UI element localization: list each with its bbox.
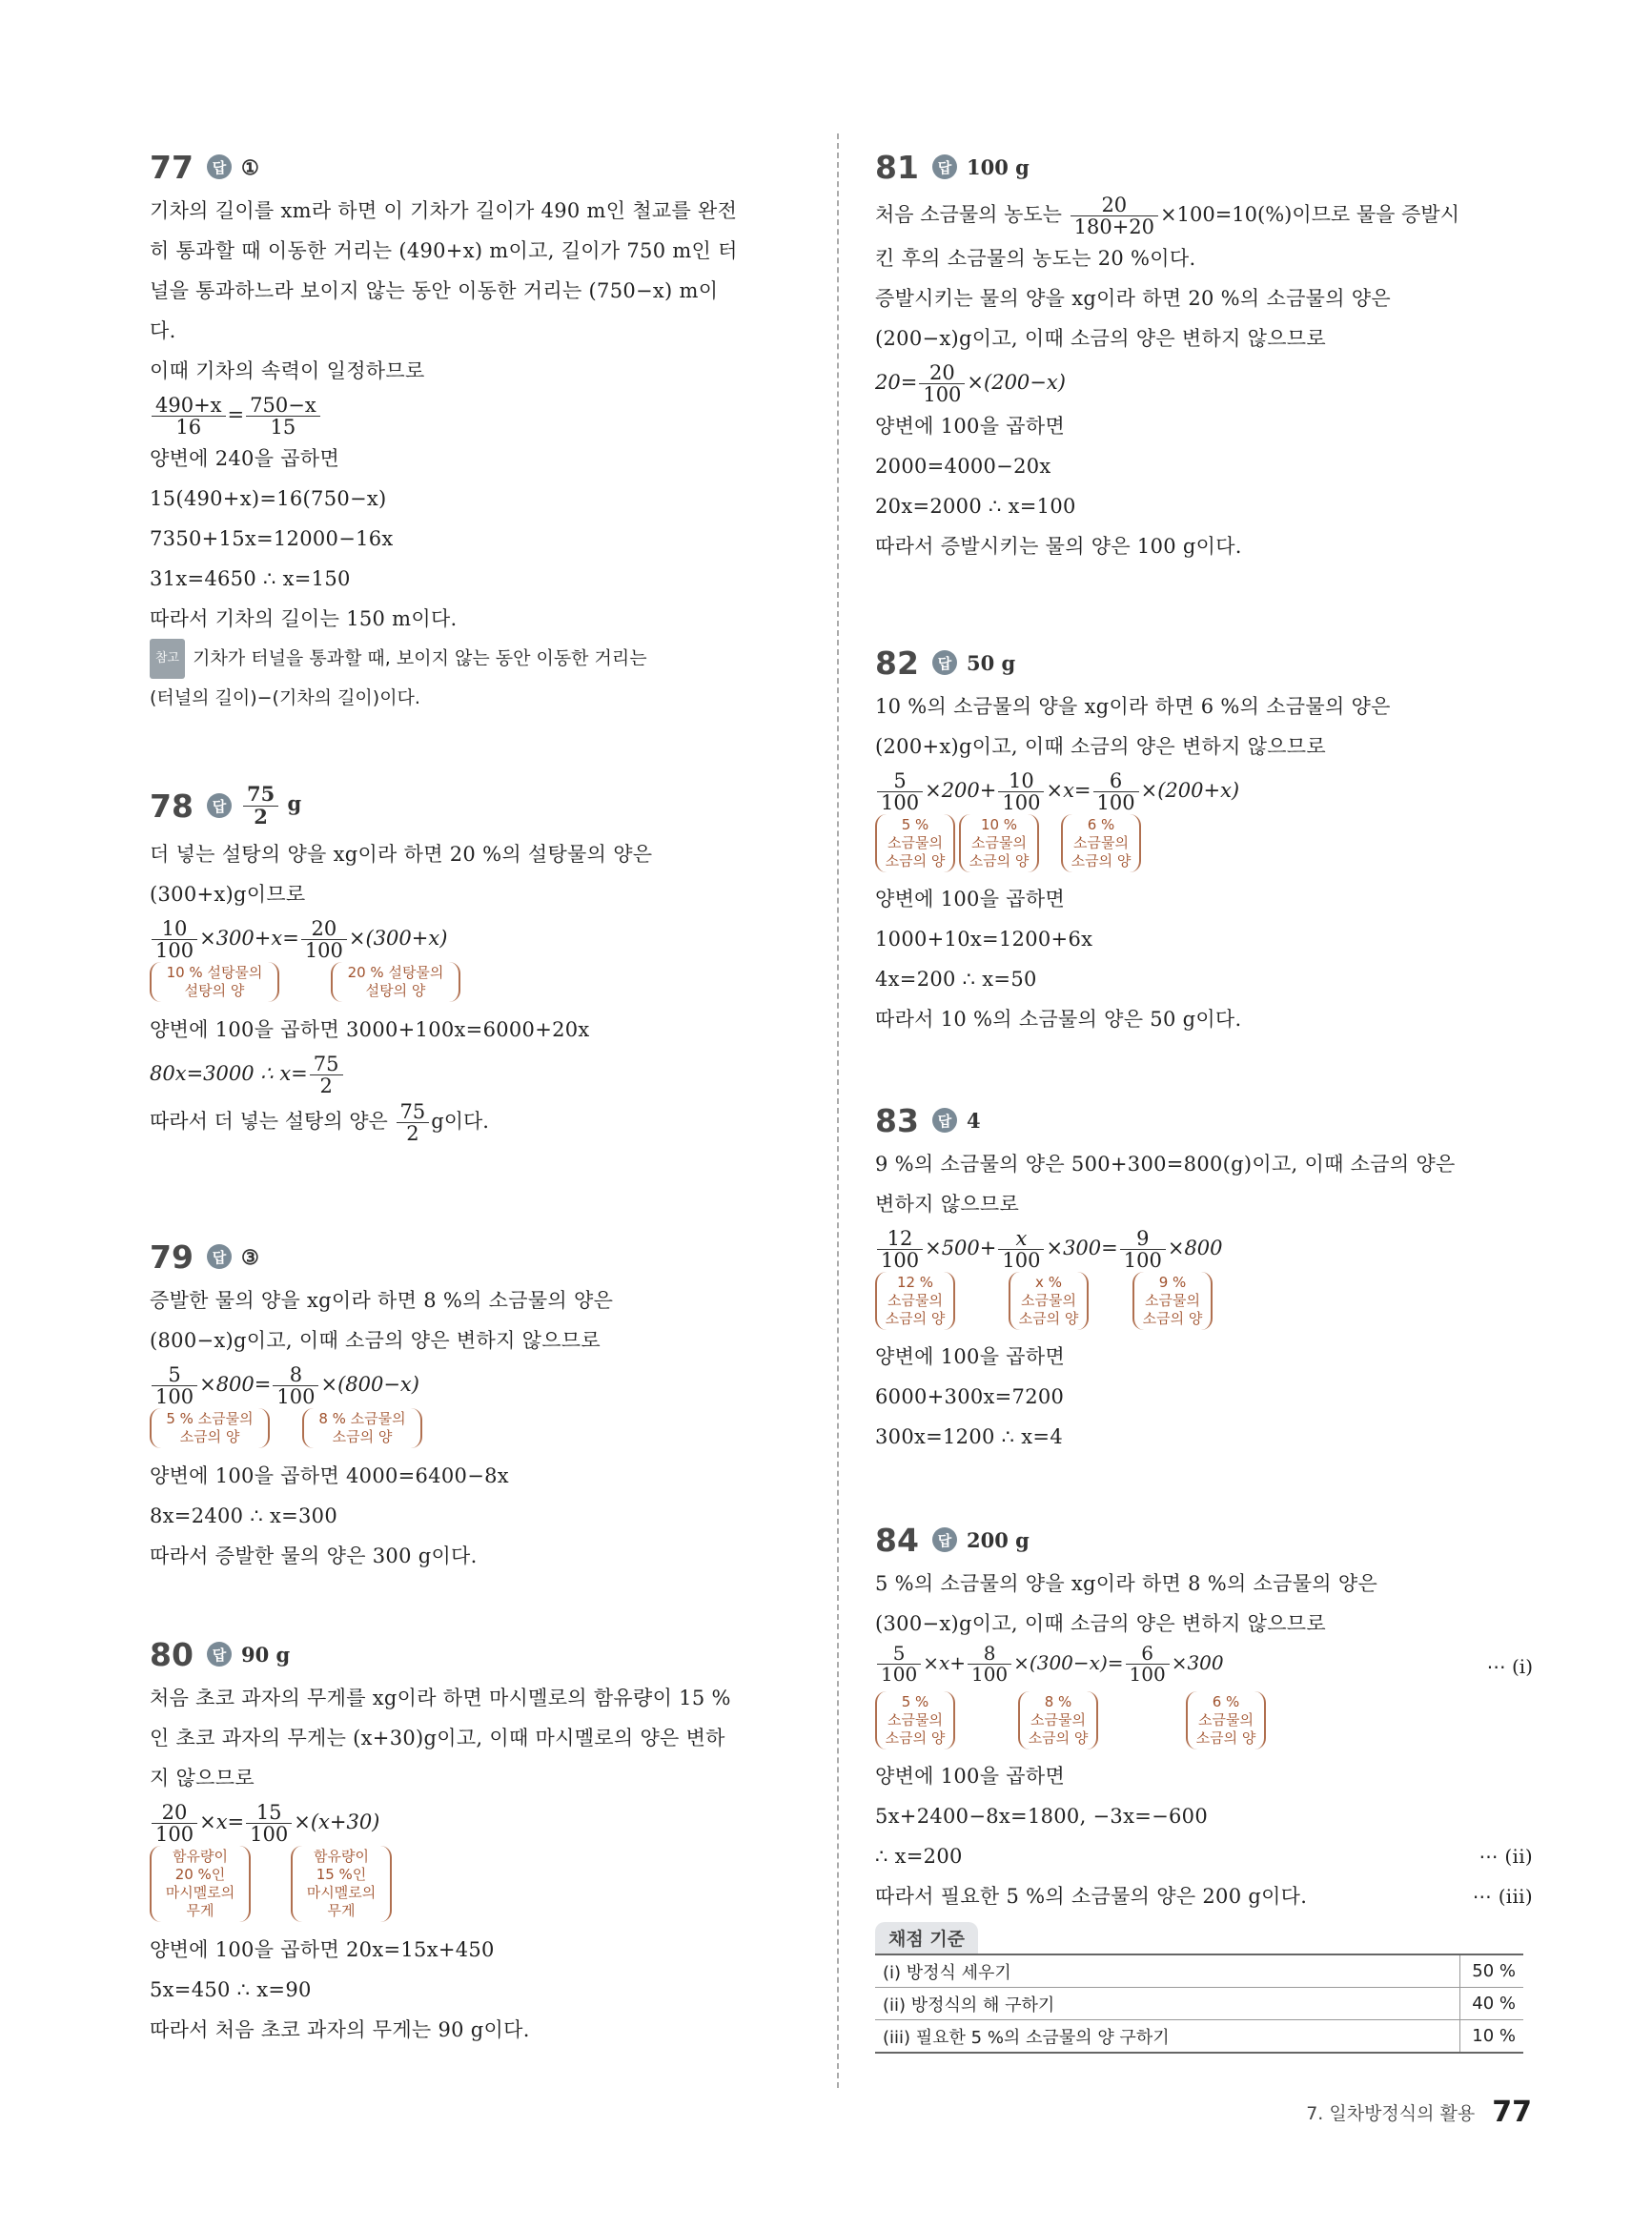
text-line: 킨 후의 소금물의 농도는 20 %이다.: [875, 247, 1196, 270]
step-tag: ⋯ (i): [1486, 1655, 1533, 1678]
equation: $\frac{12}{100}$ ×500+ $\frac{x}{100}$ ×300= $\frac{9}{100}$ ×800: [875, 1224, 1533, 1272]
problem-number: 84: [875, 1521, 919, 1559]
problem-84: [875, 1516, 1533, 2054]
equation: 20= $\frac{20}{100}$ ×(200−x): [875, 360, 1066, 406]
annotation: 12 % 소금물의 소금의 양: [875, 1272, 955, 1330]
rubric-pct: 50 %: [1460, 1954, 1524, 1988]
equation: $\frac{490+x}{16}$ = $\frac{750-x}{15}$: [150, 391, 807, 439]
text-line: 증발한 물의 양을 xg이라 하면 8 %의 소금물의 양은: [150, 1289, 614, 1312]
fraction: $\frac{490+x}{16}$: [152, 395, 226, 438]
table-row: [875, 1954, 1523, 1988]
annotations: [150, 1846, 807, 1930]
rubric: [875, 1922, 1533, 2054]
annotation: 9 % 소금물의 소금의 양: [1132, 1272, 1213, 1330]
text-line: 변하지 않으므로: [875, 1193, 1020, 1216]
text-line: 따라서 필요한 5 %의 소금물의 양은 200 g이다. ⋯ (iii): [875, 1876, 1533, 1916]
annotation: 8 % 소금물의 소금의 양: [1018, 1691, 1098, 1749]
answer-badge: 답: [207, 793, 232, 818]
problem-number: 80: [150, 1635, 194, 1673]
problem-number: 78: [150, 787, 194, 825]
note: 참고 기차가 터널을 통과할 때, 보이지 않는 동안 이동한 거리는: [150, 639, 807, 679]
text-line: 널을 통과하느라 보이지 않는 동안 이동한 거리는 (750−x) m이: [150, 279, 719, 302]
problem-78: [150, 777, 807, 1145]
answer-badge: 답: [932, 1527, 957, 1552]
rubric-item: (iii) 필요한 5 %의 소금물의 양 구하기: [875, 2020, 1460, 2054]
text-line: 15(490+x)=16(750−x): [150, 487, 387, 510]
text-line: 양변에 100을 곱하면: [875, 415, 1066, 438]
equation: $\frac{5}{100}$ ×x+ $\frac{8}{100}$ ×(300−x)= $\frac{6}{100}$ ×300 ⋯ (i): [875, 1644, 1533, 1691]
problem-number: 83: [875, 1101, 919, 1139]
fraction: $\frac{750-x}{15}$: [246, 395, 320, 438]
text-line: (300+x)g이므로: [150, 883, 306, 906]
rubric-table: [875, 1954, 1523, 2054]
problem-83: [875, 1096, 1533, 1457]
answer-badge: 답: [932, 1108, 957, 1133]
text-line: 다.: [150, 319, 176, 342]
table-row: [875, 1988, 1523, 2020]
problem-79: [150, 1233, 807, 1576]
page-footer: [1306, 2096, 1532, 2129]
annotations: [150, 962, 807, 1010]
text-line: 양변에 100을 곱하면: [875, 1765, 1066, 1788]
text-line: ∴ x=200 ⋯ (ii): [875, 1836, 1533, 1876]
rubric-pct: 40 %: [1460, 1988, 1524, 2020]
text-line: 따라서 10 %의 소금물의 양은 50 g이다.: [875, 1008, 1242, 1031]
text-line: 히 통과할 때 이동한 거리는 (490+x) m이고, 길이가 750 m인 터: [150, 239, 738, 262]
equation: $\frac{5}{100}$ ×800= $\frac{8}{100}$ ×(800−x): [150, 1361, 807, 1408]
chapter-title: 7. 일차방정식의 활용: [1306, 2103, 1476, 2124]
problem-80: [150, 1630, 807, 2050]
column-divider: [837, 133, 839, 2088]
step-tag: ⋯ (ii): [1479, 1845, 1533, 1868]
note-badge: 참고: [150, 639, 185, 679]
answer: 50 g: [967, 650, 1016, 675]
answer: ①: [241, 154, 259, 179]
text-line: (300−x)g이고, 이때 소금의 양은 변하지 않으므로: [875, 1612, 1326, 1635]
annotation: 함유량이 15 %인 마시멜로의 무게: [291, 1846, 392, 1922]
text-line: 양변에 240을 곱하면: [150, 447, 340, 470]
text-line: 8x=2400 ∴ x=300: [150, 1504, 337, 1527]
table-row: [875, 2020, 1523, 2054]
text-line: (800−x)g이고, 이때 소금의 양은 변하지 않으므로: [150, 1329, 601, 1352]
equation-line: 80x=3000 ∴ x= $\frac{75}{2}$: [150, 1050, 807, 1097]
annotation: 6 % 소금물의 소금의 양: [1061, 814, 1141, 872]
text-line: 2000=4000−20x: [875, 455, 1051, 478]
answer: ③: [241, 1244, 259, 1269]
page-number: 77: [1492, 2096, 1532, 2129]
text-line: 따라서 처음 초코 과자의 무게는 90 g이다.: [150, 2018, 530, 2041]
annotation: 20 % 설탕물의 설탕의 양: [331, 962, 460, 1002]
rubric-title: 채점 기준: [875, 1922, 978, 1954]
annotation: 10 % 설탕물의 설탕의 양: [150, 962, 279, 1002]
answer: 100 g: [967, 154, 1030, 179]
equation: $\frac{20}{100}$ ×x= $\frac{15}{100}$ ×(x+30): [150, 1798, 807, 1846]
annotation: x % 소금물의 소금의 양: [1009, 1272, 1089, 1330]
text-line: 양변에 100을 곱하면 4000=6400−8x: [150, 1464, 509, 1487]
text-line: (200+x)g이고, 이때 소금의 양은 변하지 않으므로: [875, 735, 1326, 758]
text-line: 이때 기차의 속력이 일정하므로: [150, 359, 425, 382]
text-line: 따라서 증발한 물의 양은 300 g이다.: [150, 1545, 478, 1567]
answer-badge: 답: [932, 154, 957, 179]
answer: 200 g: [967, 1527, 1030, 1552]
answer-badge: 답: [207, 1244, 232, 1269]
text-line: 20x=2000 ∴ x=100: [875, 495, 1076, 518]
text-line: 10 %의 소금물의 양을 xg이라 하면 6 %의 소금물의 양은: [875, 695, 1391, 718]
conclusion: 따라서 더 넣는 설탕의 양은 $\frac{75}{2}$ g이다.: [150, 1099, 489, 1145]
text-line: 양변에 100을 곱하면 20x=15x+450: [150, 1938, 495, 1961]
equation: $\frac{5}{100}$ ×200+ $\frac{10}{100}$ ×x= $\frac{6}{100}$ ×(200+x): [875, 767, 1533, 814]
step-tag: ⋯ (iii): [1472, 1885, 1533, 1908]
note-cont: (터널의 길이)−(기차의 길이)이다.: [150, 687, 420, 708]
problem-81: [875, 143, 1533, 566]
text-line: 5 %의 소금물의 양을 xg이라 하면 8 %의 소금물의 양은: [875, 1572, 1378, 1595]
rubric-pct: 10 %: [1460, 2020, 1524, 2054]
annotations: [150, 1408, 807, 1456]
answer: $\frac{75}{2}$ g: [241, 784, 301, 827]
annotations: [875, 1691, 1533, 1756]
annotations: [875, 814, 1533, 879]
problem-82: [875, 639, 1533, 1039]
problem-number: 79: [150, 1238, 194, 1276]
annotation: 10 % 소금물의 소금의 양: [959, 814, 1039, 872]
text-line: 따라서 기차의 길이는 150 m이다.: [150, 607, 458, 630]
text-line: 처음 소금물의 농도는 $\frac{20}{180+20}$ ×100=10(%)이므로 물을 증발시: [875, 193, 1459, 238]
annotation: 8 % 소금물의 소금의 양: [302, 1408, 422, 1448]
text-line: 5x+2400−8x=1800, −3x=−600: [875, 1805, 1209, 1828]
text-line: (200−x)g이고, 이때 소금의 양은 변하지 않으므로: [875, 327, 1326, 350]
problem-77: [150, 143, 807, 717]
text-line: 양변에 100을 곱하면: [875, 1345, 1066, 1368]
text-line: 4x=200 ∴ x=50: [875, 968, 1037, 991]
text-line: 더 넣는 설탕의 양을 xg이라 하면 20 %의 설탕물의 양은: [150, 843, 653, 866]
text-line: 증발시키는 물의 양을 xg이라 하면 20 %의 소금물의 양은: [875, 287, 1391, 310]
problem-number: 77: [150, 148, 194, 186]
text-line: 6000+300x=7200: [875, 1385, 1065, 1408]
text-line: 기차의 길이를 xm라 하면 이 기차가 길이가 490 m인 철교를 완전: [150, 199, 738, 222]
text-line: 31x=4650 ∴ x=150: [150, 567, 351, 590]
text-line: 따라서 증발시키는 물의 양은 100 g이다.: [875, 535, 1242, 558]
answer-badge: 답: [207, 1642, 232, 1667]
text-line: 300x=1200 ∴ x=4: [875, 1425, 1063, 1448]
equation: $\frac{10}{100}$ ×300+x= $\frac{20}{100}$ ×(300+x): [150, 914, 807, 962]
annotations: [875, 1272, 1533, 1337]
text-line: 양변에 100을 곱하면 3000+100x=6000+20x: [150, 1018, 590, 1041]
annotation: 5 % 소금물의 소금의 양: [875, 1691, 955, 1749]
text-line: 1000+10x=1200+6x: [875, 928, 1093, 951]
text-line: 양변에 100을 곱하면: [875, 888, 1066, 910]
rubric-item: (ii) 방정식의 해 구하기: [875, 1988, 1460, 2020]
problem-number: 81: [875, 148, 919, 186]
annotation: 함유량이 20 %인 마시멜로의 무게: [150, 1846, 251, 1922]
text-line: 5x=450 ∴ x=90: [150, 1978, 312, 2001]
answer: 90 g: [241, 1642, 291, 1667]
answer-badge: 답: [932, 650, 957, 675]
annotation: 5 % 소금물의 소금의 양: [150, 1408, 270, 1448]
text-line: 9 %의 소금물의 양은 500+300=800(g)이고, 이때 소금의 양은: [875, 1153, 1456, 1176]
annotation: 6 % 소금물의 소금의 양: [1186, 1691, 1266, 1749]
text-line: 지 않으므로: [150, 1767, 255, 1790]
text-line: 인 초코 과자의 무게는 (x+30)g이고, 이때 마시멜로의 양은 변하: [150, 1727, 725, 1749]
annotation: 5 % 소금물의 소금의 양: [875, 814, 955, 872]
answer-badge: 답: [207, 154, 232, 179]
problem-number: 82: [875, 644, 919, 682]
answer: 4: [967, 1108, 981, 1133]
text-line: 7350+15x=12000−16x: [150, 527, 394, 550]
rubric-item: (i) 방정식 세우기: [875, 1954, 1460, 1988]
text-line: 처음 초코 과자의 무게를 xg이라 하면 마시멜로의 함유량이 15 %: [150, 1687, 731, 1709]
